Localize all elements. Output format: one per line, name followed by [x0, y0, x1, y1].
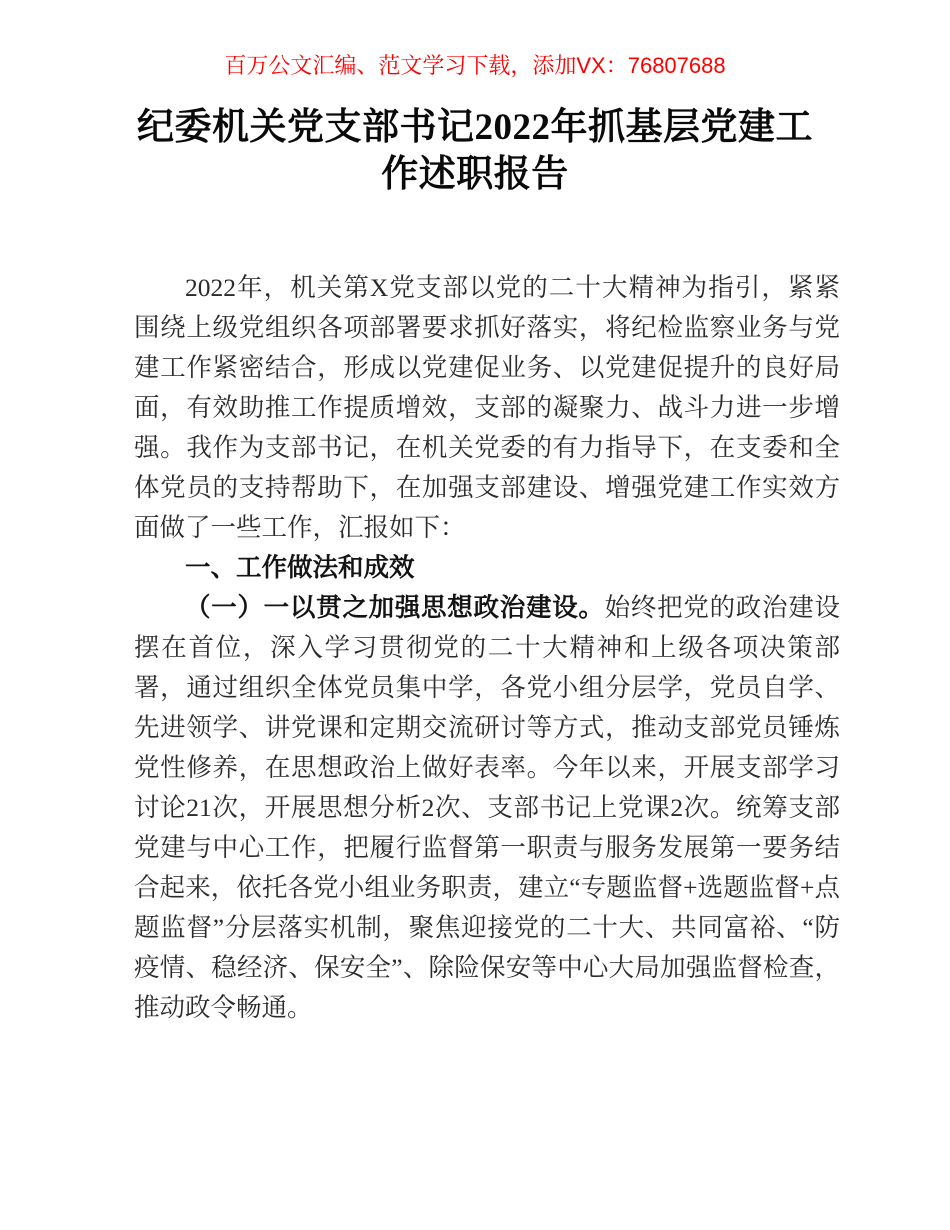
document-title: 纪委机关党支部书记2022年抓基层党建工作述职报告	[137, 107, 813, 195]
intro-paragraph: 2022年，机关第X党支部以党的二十大精神为指引，紧紧围绕上级党组织各项部署要求抓好落实，将纪检监察业务与党建工作紧密结合，形成以党建促业务、以党建促提升的良好局面，有效助推工作提质增效，支部的凝聚力、战斗力进一步增强。我作为支部书记，在机关党委的有力指导下，在支委和全体党员的支持帮助下，在加强支部建设、增强党建工作实效方面做了一些工作，汇报如下：	[134, 273, 840, 542]
paragraph-bold-lead: （一）一以贯之加强思想政治建设。	[185, 593, 605, 622]
promo-banner: 百万公文汇编、范文学习下载，添加VX：76807688	[224, 53, 726, 78]
body-paragraph	[134, 588, 840, 1028]
paragraph-text: 始终把党的政治建设摆在首位，深入学习贯彻党的二十大精神和上级各项决策部署，通过组织全体党员集中学，各党小组分层学，党员自学、先进领学、讲党课和定期交流研讨等方式，推动支部党员锤炼党性修养，在思想政治上做好表率。今年以来，开展支部学习讨论21次，开展思想分析2次、支部书记上党课2次。统筹支部党建与中心工作，把履行监督第一职责与服务发展第一要务结合起来，依托各党小组业务职责，建立“专题监督+选题监督+点题监督”分层落实机制，聚焦迎接党的二十大、共同富裕、“防疫情、稳经济、保安全”、除险保安等中心大局加强监督检查，推动政令畅通。	[134, 593, 840, 1022]
section-heading: 一、工作做法和成效	[185, 553, 415, 582]
document-body	[134, 268, 840, 1028]
